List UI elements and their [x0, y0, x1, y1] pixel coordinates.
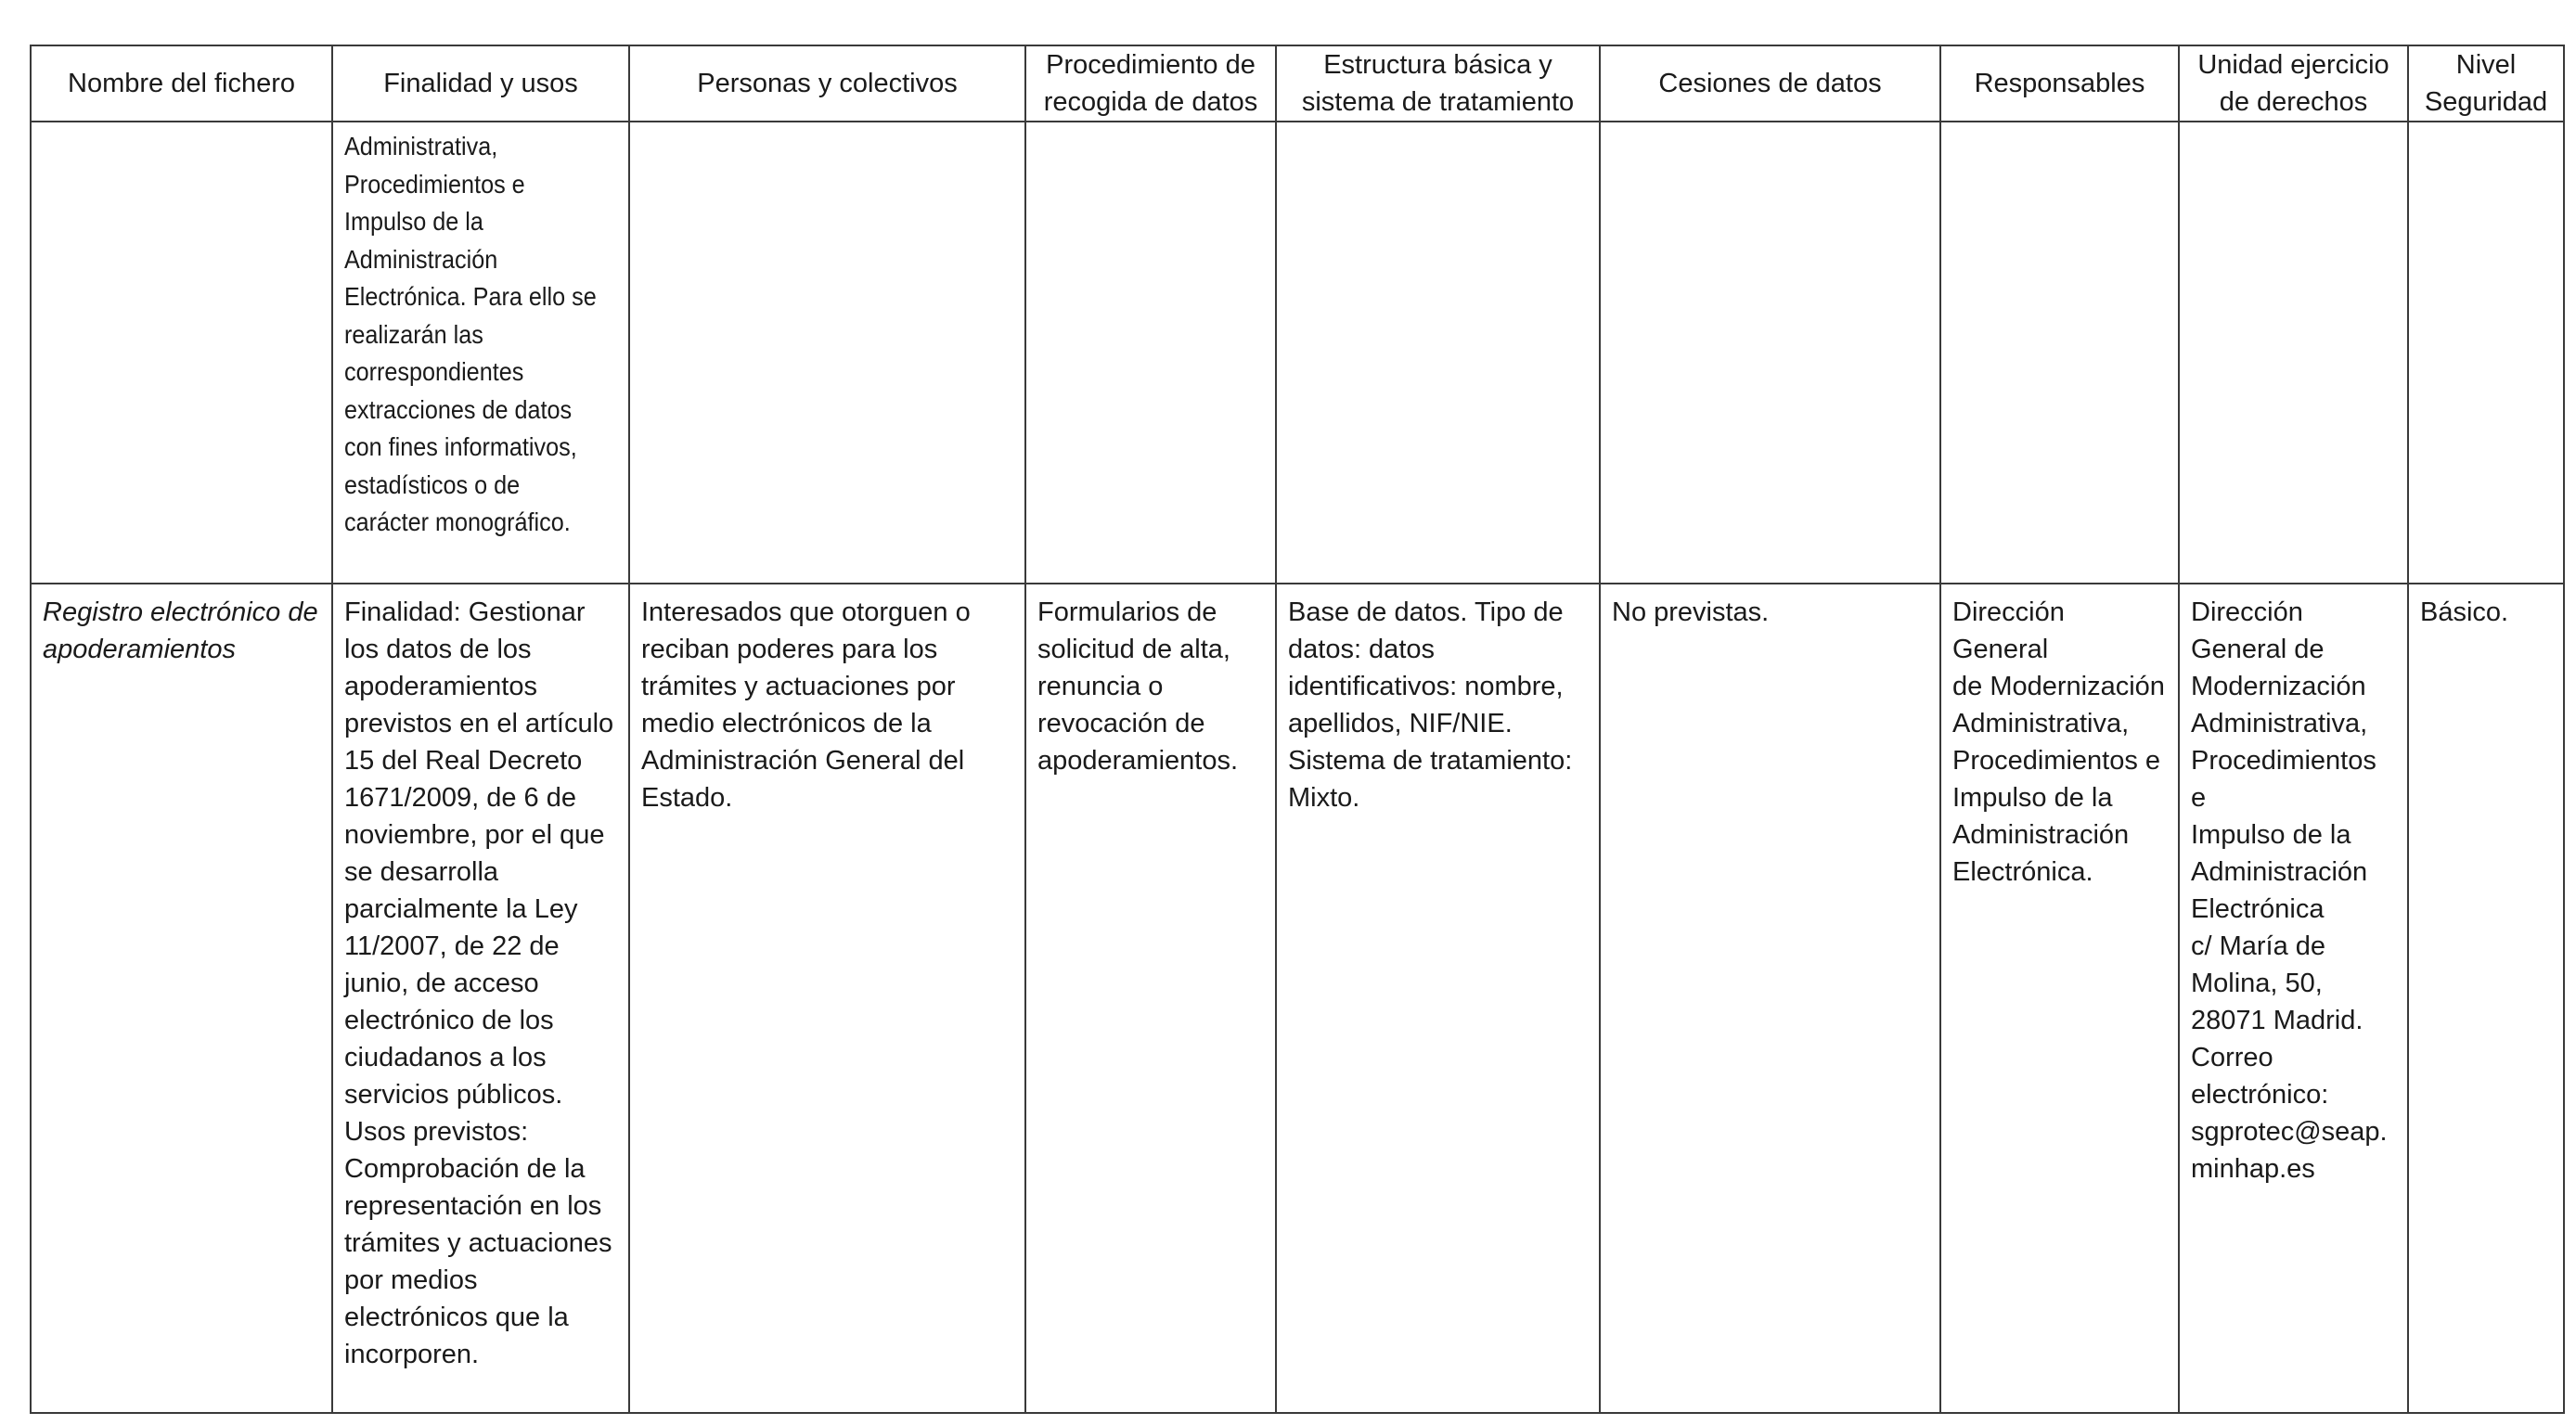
header-responsables: Responsables: [1940, 45, 2179, 122]
header-nivel-seguridad: Nivel Seguridad: [2408, 45, 2564, 122]
header-personas-y-colectivos: Personas y colectivos: [629, 45, 1025, 122]
personas-text: Interesados que otorguen o reciban poderes para los trámites y actuaciones por medio electrónicos de la Administración General del Estado.: [641, 597, 971, 813]
cell-finalidad: [332, 584, 629, 1413]
responsables-text: Dirección General de Modernización Administrativa, Procedimientos e Impulso de la Administración Electrónica.: [1952, 597, 2165, 887]
header-nombre-del-fichero: Nombre del fichero: [31, 45, 332, 122]
unidad-text: Dirección General de Modernización Administrativa, Procedimientos e Impulso de la Administración Electrónica c/ María de Molina, 50, 28071 Madrid. Correo electrónico: sgprotec@seap. minhap.es: [2191, 597, 2388, 1184]
cell-nombre: [31, 584, 332, 1413]
cell-estructura: [1276, 122, 1600, 584]
table-row-registro-apoderamientos: [31, 584, 2564, 1413]
nivel-text: Básico.: [2420, 597, 2509, 627]
cell-cesiones: [1600, 122, 1940, 584]
header-finalidad-y-usos: Finalidad y usos: [332, 45, 629, 122]
cell-cesiones: [1600, 584, 1940, 1413]
cell-procedimiento: [1025, 122, 1276, 584]
cell-responsables: [1940, 584, 2179, 1413]
finalidad-continuation-text: Administrativa, Procedimientos e Impulso de la Administración Electrónica. Para ello se realizarán las correspondientes extracciones de datos con fines informativos, estadísticos o de carácter monográfico.: [344, 132, 597, 536]
cell-unidad: [2179, 122, 2408, 584]
procedimiento-text: Formularios de solicitud de alta, renuncia o revocación de apoderamientos.: [1037, 597, 1239, 776]
header-unidad-ejercicio-derechos: Unidad ejercicio de derechos: [2179, 45, 2408, 122]
cell-nivel: [2408, 584, 2564, 1413]
data-files-table: [30, 45, 2565, 1414]
cesiones-text: No previstas.: [1612, 597, 1770, 627]
cell-nombre: [31, 122, 332, 584]
cell-nivel: [2408, 122, 2564, 584]
cell-responsables: [1940, 122, 2179, 584]
cell-procedimiento: [1025, 584, 1276, 1413]
cell-personas: [629, 122, 1025, 584]
finalidad-text: Finalidad: Gestionar los datos de los apoderamientos previstos en el artículo 15 del Real Decreto 1671/2009, de 6 de noviembre, por el que se desarrolla parcialmente la Ley 11/2007, de 22 de junio, de acceso electrónico de los ciudadanos a los servicios públicos. Usos previstos: Comprobación de la representación en los trámites y actuaciones por medios electrónicos que la incorporen.: [344, 597, 614, 1369]
table-row-continuation: [31, 122, 2564, 584]
cell-personas: [629, 584, 1025, 1413]
cell-finalidad: [332, 122, 629, 584]
table-header-row: [31, 45, 2564, 122]
header-procedimiento-recogida: Procedimiento de recogida de datos: [1025, 45, 1276, 122]
estructura-text: Base de datos. Tipo de datos: datos identificativos: nombre, apellidos, NIF/NIE. Sistema de tratamiento: Mixto.: [1288, 597, 1573, 813]
file-name-text: Registro electrónico de apoderamientos: [43, 597, 318, 664]
header-cesiones-de-datos: Cesiones de datos: [1600, 45, 1940, 122]
header-estructura-basica: Estructura básica y sistema de tratamiento: [1276, 45, 1600, 122]
cell-unidad: [2179, 584, 2408, 1413]
cell-estructura: [1276, 584, 1600, 1413]
